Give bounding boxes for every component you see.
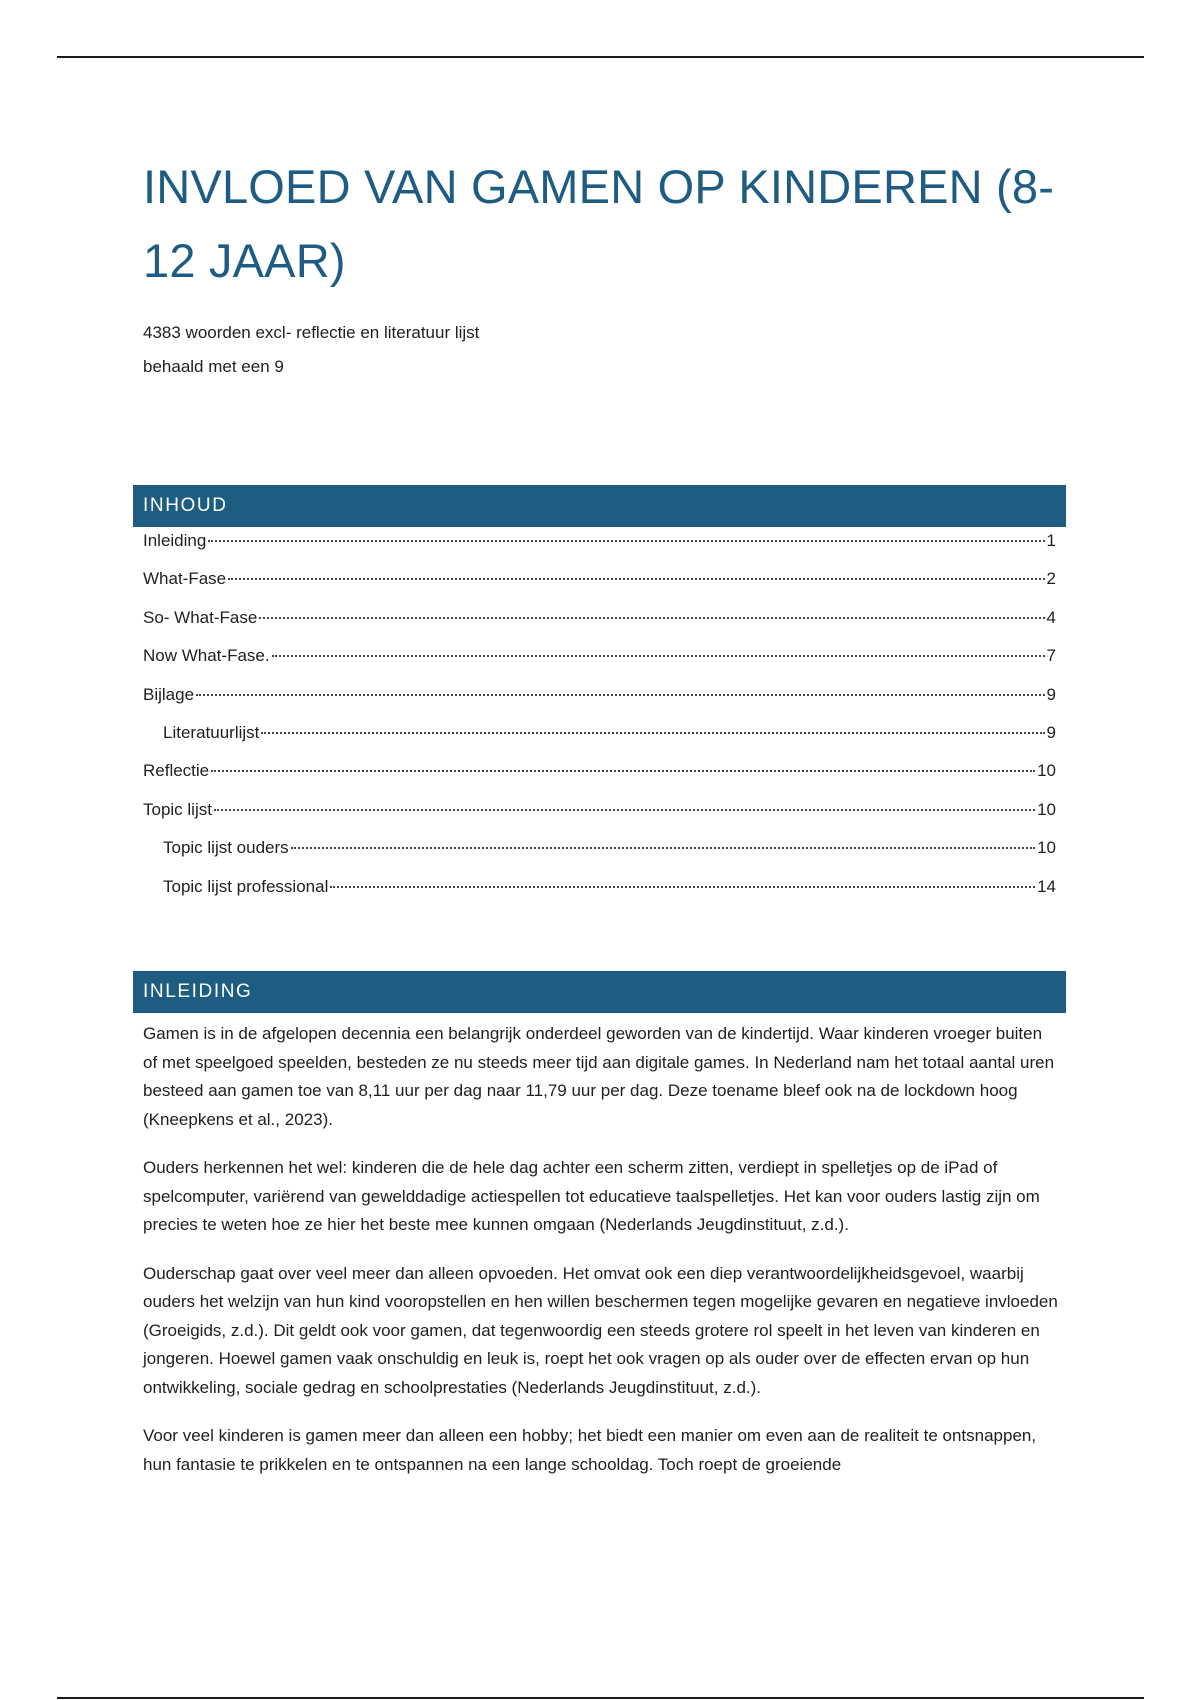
toc-entry-page: 10 bbox=[1037, 799, 1056, 819]
toc-leader bbox=[214, 809, 1035, 811]
toc-leader bbox=[330, 886, 1035, 888]
grade-note: behaald met een 9 bbox=[143, 357, 284, 376]
toc-leader bbox=[211, 770, 1035, 772]
toc-entry-inleiding[interactable] bbox=[143, 531, 1056, 569]
toc-entry-page: 9 bbox=[1046, 684, 1056, 704]
toc-entry-label: So- What-Fase bbox=[143, 607, 258, 627]
paragraph: Ouders herkennen het wel: kinderen die de hele dag achter een scherm zitten, verdiept in spelletjes op de iPad of spelcomputer, variërend van gewelddadige actiespellen tot educatieve taalspelletjes. Het kan voor ouders lastig zijn om precies te weten hoe ze hier het beste mee kunnen omgaan (Nederlands Jeugdinstituut, z.d.). bbox=[143, 1158, 1040, 1234]
toc-entry-page: 10 bbox=[1037, 838, 1056, 858]
toc-entry-page: 2 bbox=[1046, 569, 1056, 589]
toc-entry-reflectie[interactable] bbox=[143, 761, 1056, 799]
toc-entry-page: 1 bbox=[1046, 531, 1056, 550]
document-title: INVLOED VAN GAMEN OP KINDEREN (8-12 JAAR) bbox=[143, 160, 1055, 287]
toc-leader bbox=[291, 847, 1035, 849]
inleiding-heading: INLEIDING bbox=[133, 971, 1066, 1013]
toc-heading: INHOUD bbox=[133, 485, 1066, 527]
top-rule bbox=[57, 56, 1144, 58]
toc-entry-label: Literatuurlijst bbox=[163, 722, 260, 742]
toc-entry-label: Inleiding bbox=[143, 531, 207, 550]
toc-leader bbox=[261, 732, 1044, 734]
toc-entry-label: Topic lijst bbox=[143, 799, 212, 819]
toc-leader bbox=[196, 694, 1044, 696]
toc-entry-page: 14 bbox=[1037, 876, 1056, 896]
paragraph: Gamen is in de afgelopen decennia een belangrijk onderdeel geworden van de kindertijd. Waar kinderen vroeger buiten of met speelgoed speelden, besteden ze nu steeds meer tijd aan digitale games. In Nederland nam het totaal aantal uren besteed aan gamen toe van 8,11 uur per dag naar 11,79 uur per dag. Deze toename bleef ook na de lockdown hoog (Kneepkens et al., 2023). bbox=[143, 1024, 1055, 1129]
toc-leader bbox=[208, 540, 1044, 542]
toc-entry-what-fase[interactable] bbox=[143, 569, 1056, 607]
toc-entry-label: Reflectie bbox=[143, 761, 210, 781]
toc-entry-label: Bijlage bbox=[143, 684, 195, 704]
toc-leader bbox=[228, 578, 1044, 580]
toc-leader bbox=[272, 655, 1045, 657]
table-of-contents bbox=[143, 531, 1056, 915]
toc-entry-page: 10 bbox=[1037, 761, 1056, 781]
toc-entry-topic-lijst[interactable] bbox=[143, 800, 1056, 838]
toc-entry-label: Now What-Fase. bbox=[143, 646, 270, 666]
toc-entry-label: What-Fase bbox=[143, 569, 227, 589]
toc-entry-topic-lijst-ouders[interactable] bbox=[143, 838, 1056, 876]
toc-entry-page: 7 bbox=[1046, 646, 1056, 666]
paragraph: Voor veel kinderen is gamen meer dan alleen een hobby; het biedt een manier om even aan de realiteit te ontsnappen, hun fantasie te prikkelen en te ontspannen na een lange schooldag. Toch roept de groeiende bbox=[143, 1426, 1037, 1474]
toc-entry-topic-lijst-professional[interactable] bbox=[143, 877, 1056, 915]
toc-entry-so-what-fase[interactable] bbox=[143, 608, 1056, 646]
paragraph: Ouderschap gaat over veel meer dan alleen opvoeden. Het omvat ook een diep verantwoordelijkheidsgevoel, waarbij ouders het welzijn van hun kind vooropstellen en hen willen beschermen tegen mogelijke gevaren en negatieve invloeden (Groeigids, z.d.). Dit geldt ook voor gamen, dat tegenwoordig een steeds grotere rol speelt in het leven van kinderen en jongeren. Hoewel gamen vaak onschuldig en leuk is, roept het ook vragen op als ouder over de effecten ervan op hun ontwikkeling, sociale gedrag en schoolprestaties (Nederlands Jeugdinstituut, z.d.). bbox=[143, 1263, 1058, 1397]
toc-entry-literatuurlijst[interactable] bbox=[143, 723, 1056, 761]
toc-entry-page: 4 bbox=[1046, 607, 1056, 627]
toc-entry-bijlage[interactable] bbox=[143, 685, 1056, 723]
word-count-note: 4383 woorden excl- reflectie en literatuur lijst bbox=[143, 323, 480, 342]
inleiding-body bbox=[143, 1020, 1058, 1499]
bottom-rule bbox=[57, 1697, 1144, 1699]
toc-entry-page: 9 bbox=[1046, 722, 1056, 742]
toc-entry-label: Topic lijst ouders bbox=[163, 838, 289, 858]
toc-leader bbox=[259, 617, 1044, 619]
toc-entry-label: Topic lijst professional bbox=[163, 876, 329, 896]
toc-entry-now-what-fase[interactable] bbox=[143, 646, 1056, 684]
